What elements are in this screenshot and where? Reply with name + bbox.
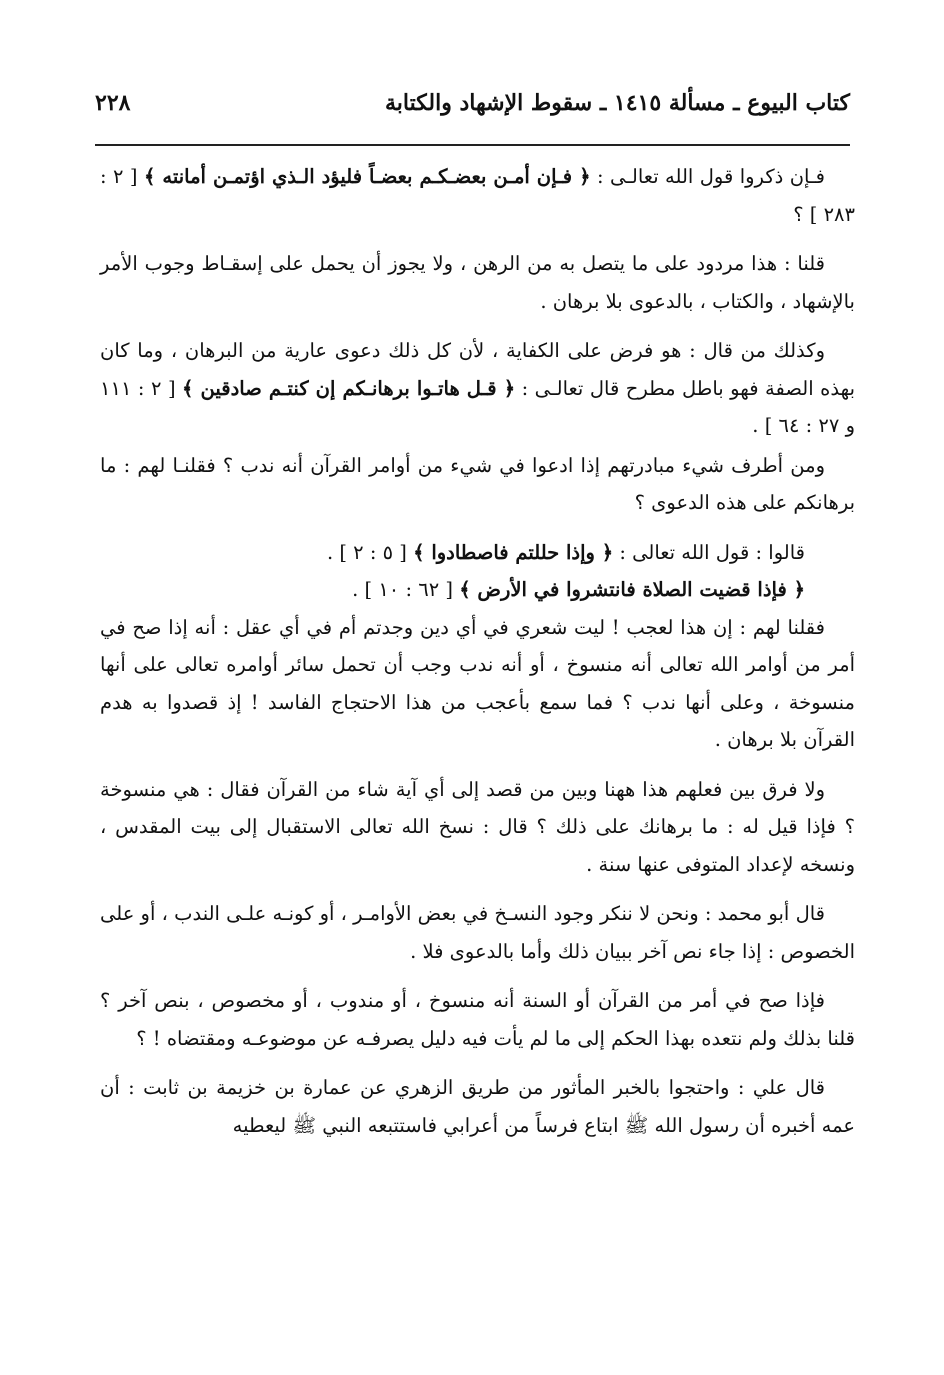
paragraph-7 (100, 609, 855, 759)
page-body (100, 158, 855, 1156)
paragraph-11 (100, 1069, 855, 1144)
paragraph-2 (100, 245, 855, 320)
quran-reference: [ ٦٢ : ١٠ ] . (352, 578, 460, 601)
paragraph-10 (100, 982, 855, 1057)
paragraph-1 (100, 158, 855, 233)
paragraph-6 (100, 571, 855, 609)
paragraph-text: قلنا : هذا مردود على ما يتصل به من الرهن ، ولا يجوز أن يحمل على إسقـاط وجوب الأمر بالإشهاد ، والكتاب ، بالدعوى بلا برهان . (100, 252, 855, 313)
paragraph-text: فـإن ذكروا قول الله تعالـى : (590, 165, 825, 188)
header-divider (95, 144, 850, 146)
paragraph-text: ولا فرق بين فعلهم هذا ههنا وبين من قصد إلى أي آية شاء من القرآن فقال : هي منسوخة ؟ فإذا قيل له : ما برهانك على ذلك ؟ قال : نسخ الله تعالى الاستقبال إلى بيت المقدس ، ونسخه لإعداد المتوفى عنها سنة . (100, 777, 855, 876)
paragraph-text: فإذا صح في أمر من القرآن أو السنة أنه منسوخ ، أو مندوب ، أو مخصوص ، بنص آخر ؟ قلنا بذلك ولم نتعده بهذا الحكم إلى ما لم يأت فيه دليل يصرفـه عن موضوعـه ومقتضاه ! ؟ (100, 989, 855, 1050)
page-number: ٢٢٨ (95, 90, 131, 116)
paragraph-text: ومن أطرف شيء مبادرتهم إذا ادعوا في شيء من أوامر القرآن أنه ندب ؟ فقلنـا لهم : ما برهانكم على هذه الدعوى ؟ (100, 453, 855, 514)
page-header (95, 80, 850, 136)
paragraph-3 (100, 332, 855, 445)
paragraph-text: قال أبو محمد : ونحن لا ننكر وجود النسـخ في بعض الأوامـر ، أو كونـه علـى الندب ، أو على الخصوص : إذا جاء نص آخر ببيان ذلك وأما بالدعوى فلا . (100, 902, 855, 963)
quran-quote: ﴿ وإذا حللتم فاصطادوا ﴾ (413, 540, 614, 564)
quran-reference: [ ٢ : ٢٨٣ ] ؟ (100, 165, 855, 226)
paragraph-text: قال علي : واحتجوا بالخبر المأثور من طريق الزهري عن عمارة بن خزيمة بن ثابت : أن عمه أخبره أن رسول الله ﷺ ابتاع فرساً من أعرابي فاستتبعه النبي ﷺ ليعطيه (100, 1076, 855, 1137)
paragraph-text: قالوا : قول الله تعالى : (613, 540, 805, 564)
paragraph-text: وكذلك من قال : هو فرض على الكفاية ، لأن كل ذلك دعوى عارية من البرهان ، وما كان بهذه الصفة فهو باطل مطرح قال تعالـى : (100, 339, 855, 400)
paragraph-text: فقلنا لهم : إن هذا لعجب ! ليت شعري في أي دين وجدتم أم في أي عقل : أنه إذا صح في أمر من أوامر الله تعالى أنه منسوخ ، أو أنه ندب وجب أن تحمل سائر أوامره تعالى على أنها منسوخة ، وعلى أنها ندب ؟ فما سمع بأعجب من هذا الاحتجاج الفاسد ! إذ قصدوا به هدم القرآن بلا برهان . (100, 615, 855, 751)
paragraph-9 (100, 895, 855, 970)
paragraph-8 (100, 771, 855, 884)
paragraph-5 (100, 534, 855, 572)
quran-quote: ﴿ قـل هاتـوا برهانـكم إن كنتـم صادقين ﴾ (182, 376, 516, 400)
quran-quote: ﴿ فـإن أمـن بعضـكـم بعضـاً فليؤد الـذي اؤتمـن أمانته ﴾ (143, 165, 591, 188)
quran-reference: [ ٥ : ٢ ] . (326, 540, 414, 564)
running-title: كتاب البيوع ـ مسألة ١٤١٥ ـ سقوط الإشهاد والكتابة (384, 90, 850, 116)
quran-quote: ﴿ فإذا قضيت الصلاة فانتشروا في الأرض ﴾ (459, 578, 805, 601)
paragraph-4 (100, 447, 855, 522)
quran-reference: [ ٢ : ١١١ و ٢٧ : ٦٤ ] . (100, 376, 855, 437)
